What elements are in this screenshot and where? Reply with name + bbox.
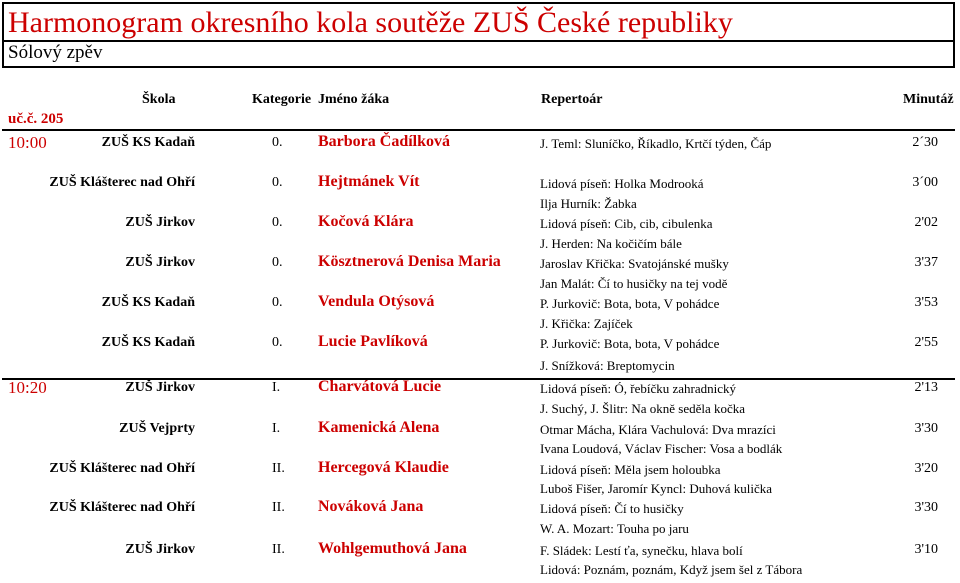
repertoire-line: Luboš Fišer, Jaromír Kyncl: Duhová kulička	[540, 481, 772, 496]
repertoire-line: Ivana Loudová, Václav Fischer: Vosa a bodlák	[540, 441, 783, 456]
repertoire-line: J. Suchý, J. Šlitr: Na okně seděla kočka	[540, 401, 746, 416]
header-divider	[2, 129, 955, 131]
duration: 3'20	[914, 461, 938, 476]
time-slot: 10:20	[8, 378, 47, 397]
repertoire-line: Lidová: Poznám, poznám, Když jsem šel z Tábora	[540, 562, 803, 577]
school-name: ZUŠ Jirkov	[125, 542, 195, 557]
category: II.	[272, 542, 285, 557]
repertoire-line: Lidová píseň: Čí to husičky	[540, 501, 684, 516]
category: 0.	[272, 175, 283, 190]
student-name: Kočová Klára	[318, 213, 414, 230]
duration: 2'13	[914, 380, 938, 395]
repertoire-line: Jaroslav Křička: Svatojánské mušky	[540, 256, 729, 271]
repertoire-line: Lidová píseň: Cib, cib, cibulenka	[540, 216, 713, 231]
repertoire-line: J. Herden: Na kočičím bále	[540, 236, 682, 251]
student-name: Lucie Pavlíková	[318, 333, 428, 350]
category-subtitle: Sólový zpěv	[8, 42, 103, 63]
duration: 3'37	[914, 255, 938, 270]
school-name: ZUŠ Vejprty	[119, 421, 195, 436]
time-slot: 10:00	[8, 133, 47, 152]
school-name: ZUŠ Klášterec nad Ohří	[49, 500, 195, 515]
school-name: ZUŠ KS Kadaň	[101, 135, 195, 150]
category: 0.	[272, 135, 283, 150]
category: 0.	[272, 335, 283, 350]
school-name: ZUŠ KS Kadaň	[101, 335, 195, 350]
category: II.	[272, 461, 285, 476]
duration: 3'30	[914, 421, 938, 436]
duration: 3'30	[914, 500, 938, 515]
subtitle-box	[2, 40, 955, 68]
category: 0.	[272, 255, 283, 270]
school-name: ZUŠ Jirkov	[125, 255, 195, 270]
student-name: Hercegová Klaudie	[318, 459, 449, 476]
title-box	[2, 2, 955, 42]
school-name: ZUŠ Klášterec nad Ohří	[49, 461, 195, 476]
student-name: Vendula Otýsová	[318, 293, 435, 310]
school-name: ZUŠ KS Kadaň	[101, 295, 195, 310]
duration: 2´30	[912, 135, 938, 150]
school-name: ZUŠ Jirkov	[125, 215, 195, 230]
header-jmeno: Jméno žáka	[318, 92, 390, 107]
header-skola: Škola	[142, 92, 176, 107]
duration: 3'10	[914, 542, 938, 557]
student-name: Kamenická Alena	[318, 419, 440, 436]
repertoire-line: P. Jurkovič: Bota, bota, V pohádce	[540, 336, 720, 351]
student-name: Wohlgemuthová Jana	[318, 540, 467, 557]
repertoire-line: P. Jurkovič: Bota, bota, V pohádce	[540, 296, 720, 311]
duration: 3'53	[914, 295, 938, 310]
classroom-number: uč.č. 205	[8, 111, 64, 127]
repertoire-line: Jan Malát: Čí to husičky na tej vodě	[540, 276, 728, 291]
category: I.	[272, 380, 281, 395]
student-name: Barbora Čadílková	[318, 133, 451, 150]
repertoire-line: Lidová píseň: Ó, řebíčku zahradnický	[540, 381, 737, 396]
student-name: Kösztnerová Denisa Maria	[318, 253, 501, 270]
category: 0.	[272, 295, 283, 310]
header-repertoar: Repertoár	[541, 92, 603, 107]
student-name: Hejtmánek Vít	[318, 173, 420, 190]
category: II.	[272, 500, 285, 515]
repertoire-line: J. Teml: Sluníčko, Říkadlo, Krtčí týden, Čáp	[540, 136, 772, 151]
duration: 3´00	[912, 175, 938, 190]
category: 0.	[272, 215, 283, 230]
student-name: Nováková Jana	[318, 498, 424, 515]
header-minutaz: Minutáž	[903, 92, 954, 107]
duration: 2'55	[914, 335, 938, 350]
repertoire-line: F. Sládek: Lestí ťa, synečku, hlava bolí	[540, 543, 743, 558]
repertoire-line: Lidová píseň: Měla jsem holoubka	[540, 462, 721, 477]
school-name: ZUŠ Jirkov	[125, 380, 195, 395]
student-name: Charvátová Lucie	[318, 378, 442, 395]
repertoire-line: J. Snížková: Breptomycin	[540, 358, 675, 373]
school-name: ZUŠ Klášterec nad Ohří	[49, 175, 195, 190]
duration: 2'02	[914, 215, 938, 230]
repertoire-line: Otmar Mácha, Klára Vachulová: Dva mrazíci	[540, 422, 776, 437]
page-title: Harmonogram okresního kola soutěže ZUŠ České republiky	[8, 6, 733, 39]
category: I.	[272, 421, 281, 436]
repertoire-line: Lidová píseň: Holka Modrooká	[540, 176, 704, 191]
repertoire-line: Ilja Hurník: Žabka	[540, 196, 637, 211]
repertoire-line: J. Křička: Zajíček	[540, 316, 633, 331]
header-kategorie: Kategorie	[252, 92, 312, 107]
repertoire-line: W. A. Mozart: Touha po jaru	[540, 521, 689, 536]
